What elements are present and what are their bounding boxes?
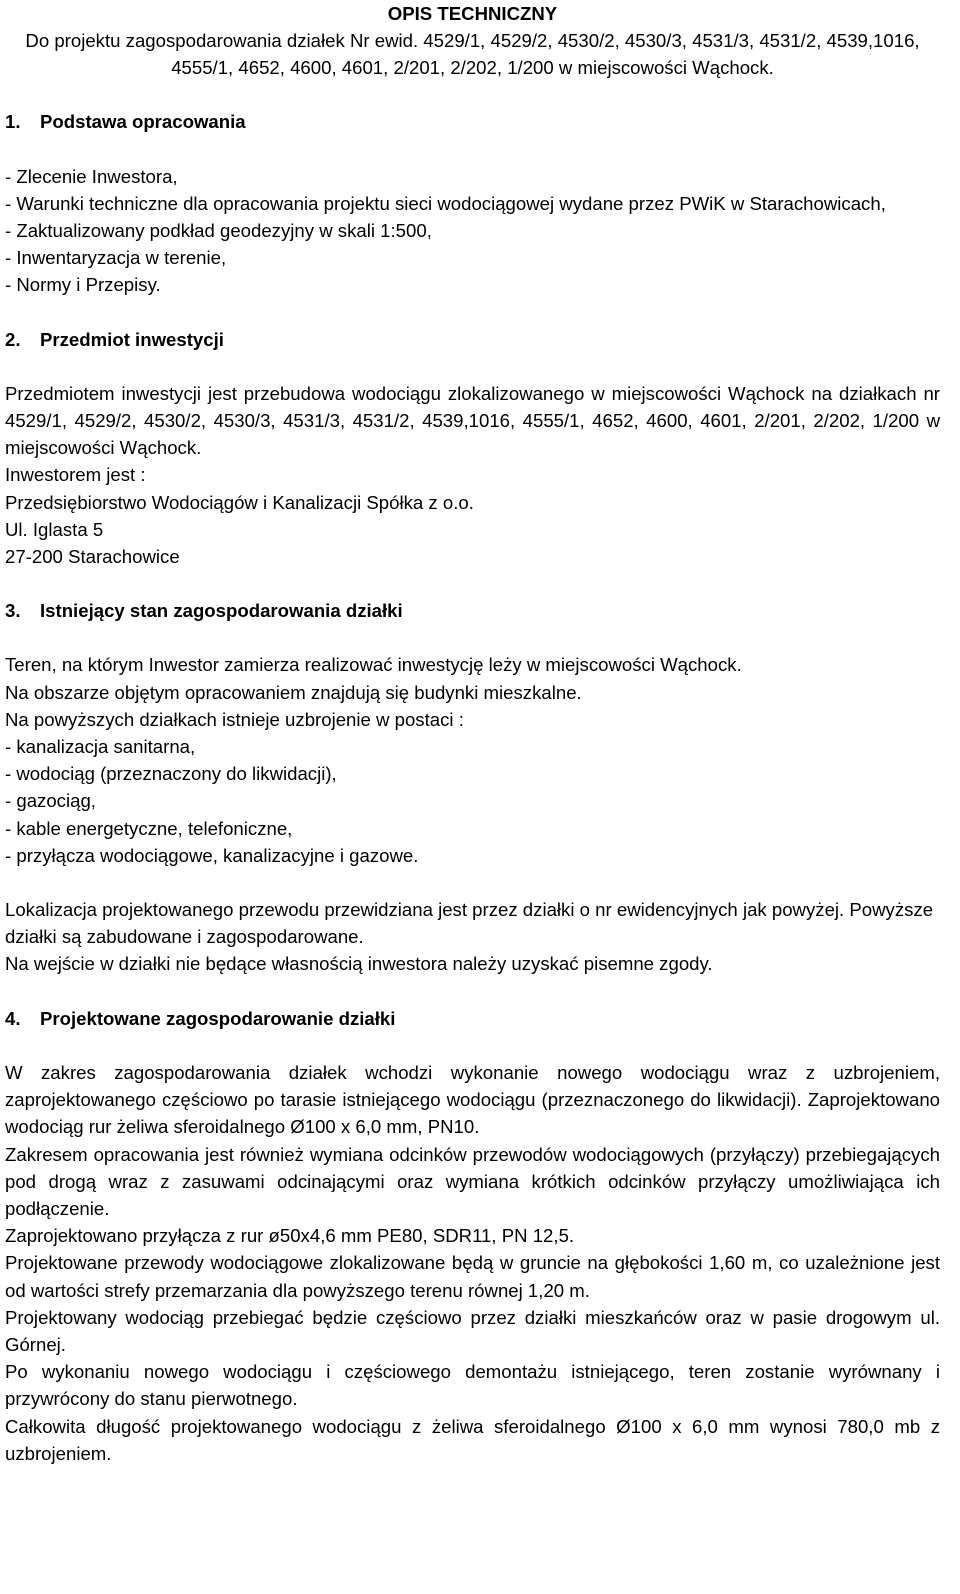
section-title: Przedmiot inwestycji: [40, 328, 224, 350]
list-item: - kable energetyczne, telefoniczne,: [5, 817, 293, 839]
list-item: - przyłącza wodociągowe, kanalizacyjne i gazowe.: [5, 844, 419, 866]
section-heading: [5, 597, 940, 624]
document-subtitle: Do projektu zagospodarowania działek Nr ewid. 4529/1, 4529/2, 4530/2, 4530/3, 4531/3, 4531/2, 4539,1016, 4555/1, 4652, 4600, 4601, 2/201, 2/202, 1/200 w miejscowości Wąchock.: [25, 30, 920, 79]
paragraph: Lokalizacja projektowanego przewodu przewidziana jest przez działki o nr ewidencyjnych jak powyżej. Powyższe działki są zabudowane i zagospodarowane.: [5, 899, 934, 948]
list-item: - Normy i Przepisy.: [5, 274, 161, 296]
list-item: - kanalizacja sanitarna,: [5, 736, 196, 758]
section-title: Projektowane zagospodarowanie działki: [40, 1007, 396, 1029]
text-line: Na obszarze objętym opracowaniem znajdują się budynki mieszkalne.: [5, 681, 582, 703]
list-item: - Warunki techniczne dla opracowania projektu sieci wodociągowej wydane przez PWiK w Starachowicach,: [5, 192, 886, 214]
list-item: - Zlecenie Inwestora,: [5, 165, 178, 187]
document-title: OPIS TECHNICZNY: [387, 3, 558, 24]
paragraph: Projektowany wodociąg przebiegać będzie częściowo przez działki mieszkańców oraz w pasie drogowym ul. Górnej.: [5, 1306, 940, 1355]
paragraph: W zakres zagospodarowania działek wchodzi wykonanie nowego wodociągu wraz z uzbrojeniem, zaprojektowanego częściowo po tarasie istniejącego wodociągu (przeznaczonego do likwidacji). Zaprojektowano wodociąg rur żeliwa sferoidalnego Ø100 x 6,0 mm, PN10.: [5, 1061, 940, 1138]
list-item: - Inwentaryzacja w terenie,: [5, 247, 227, 269]
paragraph: Po wykonaniu nowego wodociągu i częściowego demontażu istniejącego, teren zostanie wyrównany i przywrócony do stanu pierwotnego.: [5, 1361, 940, 1410]
section-number: 2.: [5, 328, 21, 350]
text-line: Na wejście w działki nie będące własnością inwestora należy uzyskać pisemne zgody.: [5, 953, 713, 975]
section-3: [5, 597, 940, 977]
paragraph: Zaprojektowano przyłącza z rur ø50x4,6 mm PE80, SDR11, PN 12,5.: [5, 1225, 575, 1247]
text-line: Na powyższych działkach istnieje uzbrojenie w postaci :: [5, 708, 464, 730]
section-heading: [5, 1005, 940, 1032]
paragraph: Przedmiotem inwestycji jest przebudowa wodociągu zlokalizowanego w miejscowości Wąchock na działkach nr 4529/1, 4529/2, 4530/2, 4530/3, 4531/3, 4531/2, 4539,1016, 4555/1, 4652, 4600, 4601, 2/201, 2/202, 1/200 w miejscowości Wąchock.: [5, 382, 940, 459]
section-title: Istniejący stan zagospodarowania działki: [40, 600, 403, 622]
text-line: Ul. Iglasta 5: [5, 518, 104, 540]
section-1: [5, 108, 940, 298]
text-line: Inwestorem jest :: [5, 464, 146, 486]
document-page: [5, 0, 940, 1467]
section-2: [5, 326, 940, 571]
paragraph: Zakresem opracowania jest również wymiana odcinków przewodów wodociągowych (przyłączy) przebiegających pod drogą wraz z zasuwami odcinającymi oraz wymiana krótkich odcinków przyłączy umożliwiająca ich podłączenie.: [5, 1143, 940, 1219]
list-item: - gazociąg,: [5, 790, 96, 812]
section-heading: [5, 108, 940, 135]
section-heading: [5, 326, 940, 353]
list-item: - Zaktualizowany podkład geodezyjny w skali 1:500,: [5, 220, 432, 242]
section-number: 4.: [5, 1007, 21, 1029]
section-4: [5, 1005, 940, 1467]
text-line: Przedsiębiorstwo Wodociągów i Kanalizacji Spółka z o.o.: [5, 491, 474, 513]
section-number: 1.: [5, 111, 21, 133]
text-line: Teren, na którym Inwestor zamierza realizować inwestycję leży w miejscowości Wąchock.: [5, 654, 742, 676]
text-line: 27-200 Starachowice: [5, 546, 180, 568]
list-item: - wodociąg (przeznaczony do likwidacji),: [5, 763, 337, 785]
paragraph: Projektowane przewody wodociągowe zlokalizowane będą w gruncie na głębokości 1,60 m, co uzależnione jest od wartości strefy przemarzania dla powyższego terenu równej 1,20 m.: [5, 1252, 940, 1301]
section-number: 3.: [5, 600, 21, 622]
section-title: Podstawa opracowania: [40, 111, 246, 133]
paragraph: Całkowita długość projektowanego wodociągu z żeliwa sferoidalnego Ø100 x 6,0 mm wynosi 780,0 mb z uzbrojeniem.: [5, 1415, 940, 1464]
